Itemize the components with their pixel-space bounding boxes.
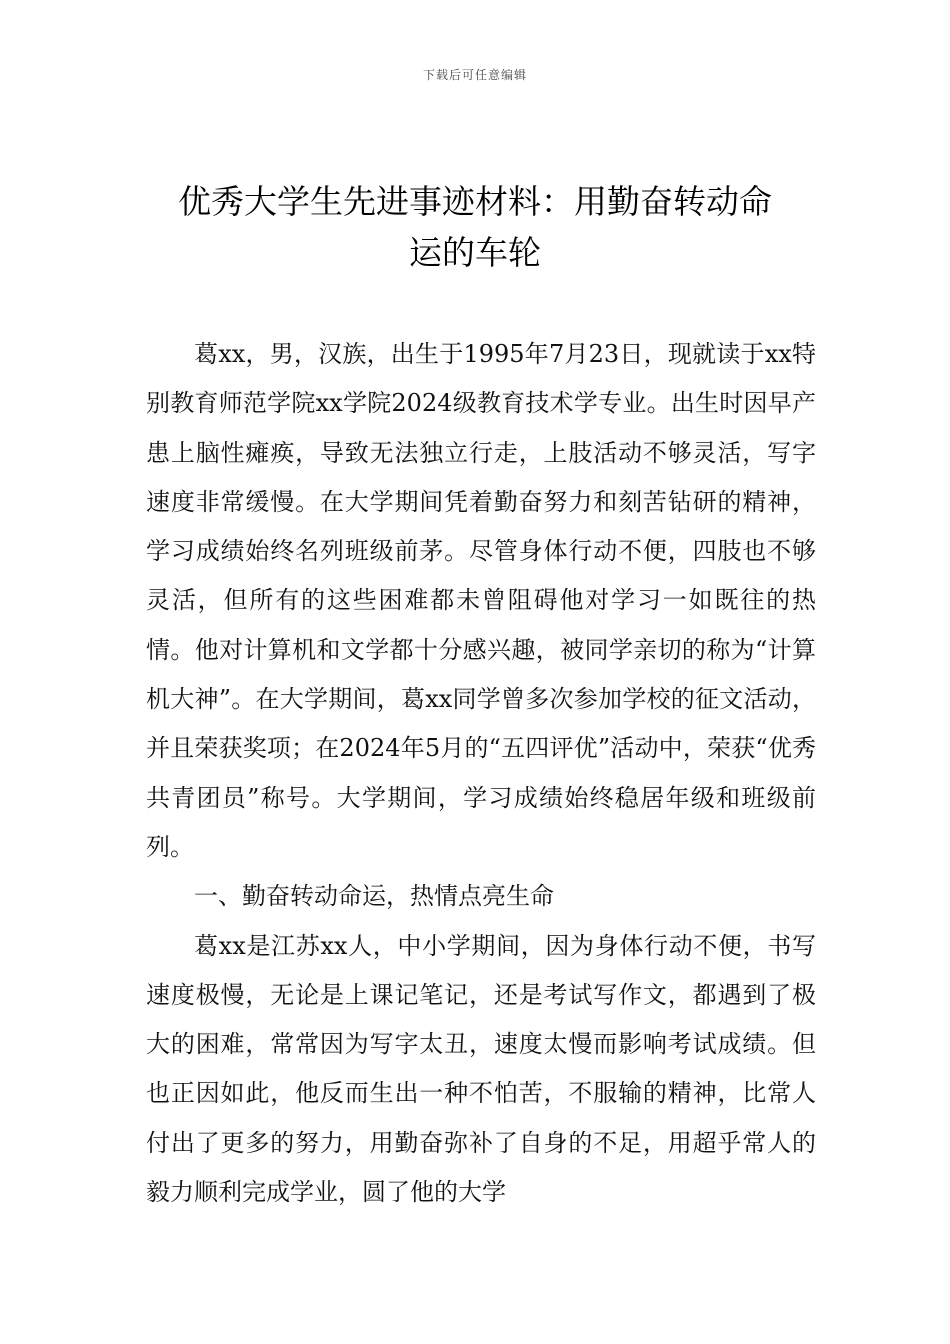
paragraph-section-1: 葛xx是江苏xx人，中小学期间，因为身体行动不便，书写速度极慢，无论是上课记笔记，还是考试写作文，都遇到了极大的困难，常常因为写字太丑，速度太慢而影响考试成绩。但也正因如此，他反而生出一种不怕苦，不服输的精神，比常人付出了更多的努力，用勤奋弥补了自身的不足，用超乎常人的毅力顺利完成学业，圆了他的大学: [146, 931, 816, 1207]
header-note: 下载后可任意编辑: [422, 68, 527, 82]
document-title: [150, 176, 800, 278]
document-body: [146, 330, 816, 1217]
title-line-1: 优秀大学生先进事迹材料：用勤奋转动命: [178, 182, 772, 221]
paragraph-intro: 葛xx，男，汉族，出生于1995年7月23日，现就读于xx特别教育师范学院xx学院2024级教育技术学专业。出生时因早产患上脑性瘫痪，导致无法独立行走，上肢活动不够灵活，写字速度非常缓慢。在大学期间凭着勤奋努力和刻苦钻研的精神，学习成绩始终名列班级前茅。尽管身体行动不便，四肢也不够灵活，但所有的这些困难都未曾阻碍他对学习一如既往的热情。他对计算机和文学都十分感兴趣，被同学亲切的称为“计算机大神”。在大学期间，葛xx同学曾多次参加学校的征文活动，并且荣获奖项；在2024年5月的“五四评优”活动中，荣获“优秀共青团员”称号。大学期间，学习成绩始终稳居年级和班级前列。: [146, 340, 816, 861]
section-heading: 一、勤奋转动命运，热情点亮生命: [194, 882, 554, 911]
title-line-2: 运的车轮: [409, 233, 541, 272]
